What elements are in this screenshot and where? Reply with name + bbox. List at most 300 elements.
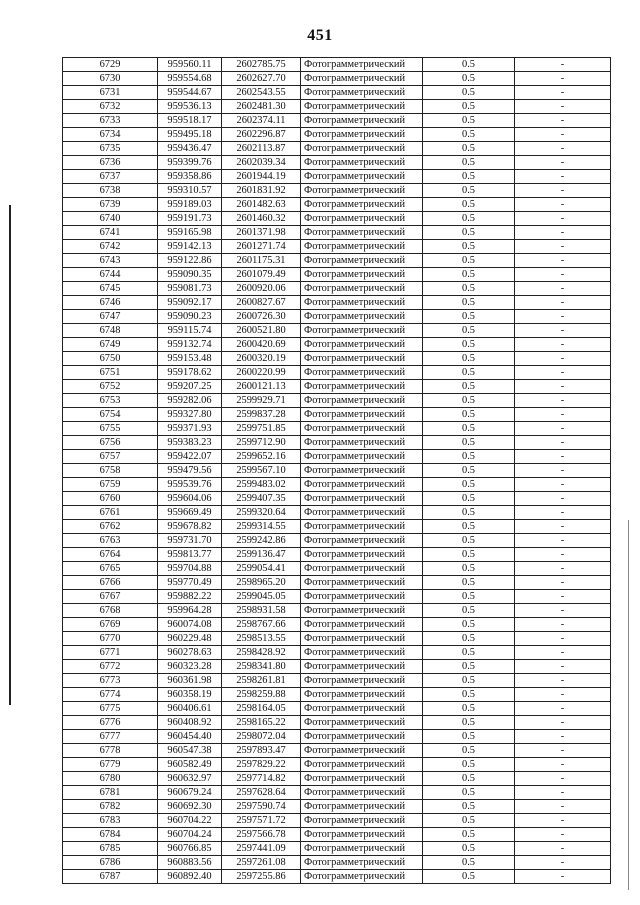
note-cell: - [515,394,611,408]
accuracy-cell: 0.5 [423,548,515,562]
accuracy-cell: 0.5 [423,576,515,590]
accuracy-cell: 0.5 [423,870,515,884]
table-row [63,142,611,156]
point-number-cell: 6773 [63,674,158,688]
point-number-cell: 6782 [63,800,158,814]
method-cell: Фотограмметрический [301,520,423,534]
point-number-cell: 6744 [63,268,158,282]
point-number-cell: 6768 [63,604,158,618]
y-coordinate-cell: 2598072.04 [222,730,301,744]
method-cell: Фотограмметрический [301,212,423,226]
table-row [63,408,611,422]
table-row [63,702,611,716]
note-cell: - [515,492,611,506]
note-cell: - [515,128,611,142]
x-coordinate-cell: 959436.47 [158,142,222,156]
table-row [63,184,611,198]
accuracy-cell: 0.5 [423,156,515,170]
point-number-cell: 6775 [63,702,158,716]
x-coordinate-cell: 959731.70 [158,534,222,548]
note-cell: - [515,366,611,380]
x-coordinate-cell: 959544.67 [158,86,222,100]
point-number-cell: 6780 [63,772,158,786]
y-coordinate-cell: 2598261.81 [222,674,301,688]
method-cell: Фотограмметрический [301,450,423,464]
table-row [63,240,611,254]
point-number-cell: 6769 [63,618,158,632]
point-number-cell: 6735 [63,142,158,156]
x-coordinate-cell: 959142.13 [158,240,222,254]
note-cell: - [515,576,611,590]
accuracy-cell: 0.5 [423,632,515,646]
note-cell: - [515,632,611,646]
note-cell: - [515,744,611,758]
method-cell: Фотограмметрический [301,338,423,352]
table-row [63,618,611,632]
y-coordinate-cell: 2600420.69 [222,338,301,352]
x-coordinate-cell: 959813.77 [158,548,222,562]
x-coordinate-cell: 959191.73 [158,212,222,226]
method-cell: Фотограмметрический [301,604,423,618]
method-cell: Фотограмметрический [301,492,423,506]
table-row [63,786,611,800]
point-number-cell: 6745 [63,282,158,296]
y-coordinate-cell: 2599045.05 [222,590,301,604]
point-number-cell: 6767 [63,590,158,604]
x-coordinate-cell: 959165.98 [158,226,222,240]
table-row [63,282,611,296]
method-cell: Фотограмметрический [301,184,423,198]
note-cell: - [515,58,611,72]
point-number-cell: 6738 [63,184,158,198]
method-cell: Фотограмметрический [301,688,423,702]
accuracy-cell: 0.5 [423,786,515,800]
note-cell: - [515,758,611,772]
method-cell: Фотограмметрический [301,730,423,744]
y-coordinate-cell: 2599483.02 [222,478,301,492]
x-coordinate-cell: 959604.06 [158,492,222,506]
accuracy-cell: 0.5 [423,660,515,674]
y-coordinate-cell: 2600827.67 [222,296,301,310]
x-coordinate-cell: 959770.49 [158,576,222,590]
point-number-cell: 6752 [63,380,158,394]
accuracy-cell: 0.5 [423,702,515,716]
y-coordinate-cell: 2600726.30 [222,310,301,324]
y-coordinate-cell: 2601944.19 [222,170,301,184]
note-cell: - [515,520,611,534]
y-coordinate-cell: 2600220.99 [222,366,301,380]
accuracy-cell: 0.5 [423,254,515,268]
table-row [63,380,611,394]
y-coordinate-cell: 2599929.71 [222,394,301,408]
y-coordinate-cell: 2598428.92 [222,646,301,660]
x-coordinate-cell: 959539.76 [158,478,222,492]
method-cell: Фотограмметрический [301,380,423,394]
x-coordinate-cell: 959358.86 [158,170,222,184]
x-coordinate-cell: 960408.92 [158,716,222,730]
x-coordinate-cell: 959310.57 [158,184,222,198]
coordinates-table [62,57,611,884]
point-number-cell: 6774 [63,688,158,702]
accuracy-cell: 0.5 [423,100,515,114]
note-cell: - [515,674,611,688]
table-row [63,646,611,660]
table-row [63,506,611,520]
x-coordinate-cell: 959704.88 [158,562,222,576]
y-coordinate-cell: 2601079.49 [222,268,301,282]
method-cell: Фотограмметрический [301,100,423,114]
point-number-cell: 6787 [63,870,158,884]
point-number-cell: 6746 [63,296,158,310]
point-number-cell: 6760 [63,492,158,506]
note-cell: - [515,786,611,800]
note-cell: - [515,184,611,198]
method-cell: Фотограмметрический [301,58,423,72]
method-cell: Фотограмметрический [301,436,423,450]
y-coordinate-cell: 2599054.41 [222,562,301,576]
point-number-cell: 6777 [63,730,158,744]
method-cell: Фотограмметрический [301,128,423,142]
method-cell: Фотограмметрический [301,576,423,590]
accuracy-cell: 0.5 [423,814,515,828]
table-row [63,86,611,100]
note-cell: - [515,156,611,170]
note-cell: - [515,338,611,352]
point-number-cell: 6737 [63,170,158,184]
x-coordinate-cell: 960582.49 [158,758,222,772]
note-cell: - [515,772,611,786]
y-coordinate-cell: 2602543.55 [222,86,301,100]
x-coordinate-cell: 959189.03 [158,198,222,212]
x-coordinate-cell: 959399.76 [158,156,222,170]
method-cell: Фотограмметрический [301,618,423,632]
x-coordinate-cell: 959964.28 [158,604,222,618]
point-number-cell: 6757 [63,450,158,464]
note-cell: - [515,310,611,324]
point-number-cell: 6750 [63,352,158,366]
accuracy-cell: 0.5 [423,338,515,352]
table-row [63,100,611,114]
x-coordinate-cell: 959090.35 [158,268,222,282]
y-coordinate-cell: 2600920.06 [222,282,301,296]
x-coordinate-cell: 960892.40 [158,870,222,884]
y-coordinate-cell: 2598259.88 [222,688,301,702]
accuracy-cell: 0.5 [423,86,515,100]
table-row [63,772,611,786]
method-cell: Фотограмметрический [301,296,423,310]
x-coordinate-cell: 959115.74 [158,324,222,338]
note-cell: - [515,618,611,632]
accuracy-cell: 0.5 [423,114,515,128]
point-number-cell: 6748 [63,324,158,338]
note-cell: - [515,450,611,464]
accuracy-cell: 0.5 [423,72,515,86]
y-coordinate-cell: 2599837.28 [222,408,301,422]
point-number-cell: 6776 [63,716,158,730]
point-number-cell: 6743 [63,254,158,268]
y-coordinate-cell: 2597261.08 [222,856,301,870]
accuracy-cell: 0.5 [423,604,515,618]
method-cell: Фотограмметрический [301,828,423,842]
method-cell: Фотограмметрический [301,674,423,688]
note-cell: - [515,100,611,114]
method-cell: Фотограмметрический [301,744,423,758]
accuracy-cell: 0.5 [423,422,515,436]
method-cell: Фотограмметрический [301,660,423,674]
accuracy-cell: 0.5 [423,800,515,814]
method-cell: Фотограмметрический [301,870,423,884]
table-row [63,394,611,408]
table-row [63,814,611,828]
note-cell: - [515,478,611,492]
table-row [63,352,611,366]
y-coordinate-cell: 2597255.86 [222,870,301,884]
y-coordinate-cell: 2599567.10 [222,464,301,478]
method-cell: Фотограмметрический [301,716,423,730]
accuracy-cell: 0.5 [423,506,515,520]
y-coordinate-cell: 2597893.47 [222,744,301,758]
accuracy-cell: 0.5 [423,674,515,688]
y-coordinate-cell: 2600521.80 [222,324,301,338]
point-number-cell: 6770 [63,632,158,646]
method-cell: Фотограмметрический [301,632,423,646]
table-row [63,534,611,548]
note-cell: - [515,240,611,254]
table-row [63,842,611,856]
method-cell: Фотограмметрический [301,772,423,786]
accuracy-cell: 0.5 [423,296,515,310]
method-cell: Фотограмметрический [301,142,423,156]
y-coordinate-cell: 2602296.87 [222,128,301,142]
table-row [63,688,611,702]
note-cell: - [515,282,611,296]
accuracy-cell: 0.5 [423,646,515,660]
x-coordinate-cell: 959678.82 [158,520,222,534]
point-number-cell: 6763 [63,534,158,548]
point-number-cell: 6753 [63,394,158,408]
x-coordinate-cell: 960692.30 [158,800,222,814]
point-number-cell: 6786 [63,856,158,870]
x-coordinate-cell: 960679.24 [158,786,222,800]
note-cell: - [515,436,611,450]
note-cell: - [515,72,611,86]
method-cell: Фотограмметрический [301,422,423,436]
accuracy-cell: 0.5 [423,618,515,632]
point-number-cell: 6765 [63,562,158,576]
y-coordinate-cell: 2598165.22 [222,716,301,730]
method-cell: Фотограмметрический [301,842,423,856]
y-coordinate-cell: 2601271.74 [222,240,301,254]
y-coordinate-cell: 2599751.85 [222,422,301,436]
accuracy-cell: 0.5 [423,128,515,142]
accuracy-cell: 0.5 [423,408,515,422]
method-cell: Фотограмметрический [301,72,423,86]
note-cell: - [515,660,611,674]
x-coordinate-cell: 959371.93 [158,422,222,436]
y-coordinate-cell: 2598341.80 [222,660,301,674]
method-cell: Фотограмметрический [301,352,423,366]
table-row [63,268,611,282]
method-cell: Фотограмметрический [301,702,423,716]
x-coordinate-cell: 959092.17 [158,296,222,310]
y-coordinate-cell: 2602785.75 [222,58,301,72]
point-number-cell: 6778 [63,744,158,758]
point-number-cell: 6772 [63,660,158,674]
x-coordinate-cell: 960704.24 [158,828,222,842]
table-row [63,674,611,688]
accuracy-cell: 0.5 [423,744,515,758]
x-coordinate-cell: 960632.97 [158,772,222,786]
accuracy-cell: 0.5 [423,366,515,380]
accuracy-cell: 0.5 [423,758,515,772]
point-number-cell: 6730 [63,72,158,86]
note-cell: - [515,380,611,394]
accuracy-cell: 0.5 [423,772,515,786]
accuracy-cell: 0.5 [423,562,515,576]
x-coordinate-cell: 959518.17 [158,114,222,128]
y-coordinate-cell: 2599652.16 [222,450,301,464]
table-row [63,212,611,226]
accuracy-cell: 0.5 [423,170,515,184]
note-cell: - [515,828,611,842]
accuracy-cell: 0.5 [423,464,515,478]
note-cell: - [515,198,611,212]
x-coordinate-cell: 960766.85 [158,842,222,856]
y-coordinate-cell: 2598164.05 [222,702,301,716]
accuracy-cell: 0.5 [423,590,515,604]
scan-edge-line [9,205,11,705]
x-coordinate-cell: 959081.73 [158,282,222,296]
table-row [63,310,611,324]
table-row [63,660,611,674]
accuracy-cell: 0.5 [423,58,515,72]
point-number-cell: 6736 [63,156,158,170]
accuracy-cell: 0.5 [423,380,515,394]
point-number-cell: 6783 [63,814,158,828]
y-coordinate-cell: 2598767.66 [222,618,301,632]
table-row [63,548,611,562]
table-row [63,716,611,730]
table-row [63,58,611,72]
y-coordinate-cell: 2598931.58 [222,604,301,618]
method-cell: Фотограмметрический [301,282,423,296]
accuracy-cell: 0.5 [423,226,515,240]
y-coordinate-cell: 2599136.47 [222,548,301,562]
table-row [63,296,611,310]
x-coordinate-cell: 959495.18 [158,128,222,142]
point-number-cell: 6754 [63,408,158,422]
x-coordinate-cell: 960074.08 [158,618,222,632]
table-row [63,478,611,492]
method-cell: Фотограмметрический [301,786,423,800]
table-row [63,128,611,142]
method-cell: Фотограмметрический [301,800,423,814]
x-coordinate-cell: 959560.11 [158,58,222,72]
point-number-cell: 6751 [63,366,158,380]
x-coordinate-cell: 959122.86 [158,254,222,268]
note-cell: - [515,324,611,338]
note-cell: - [515,534,611,548]
accuracy-cell: 0.5 [423,856,515,870]
point-number-cell: 6742 [63,240,158,254]
method-cell: Фотограмметрический [301,114,423,128]
note-cell: - [515,170,611,184]
table-row [63,492,611,506]
x-coordinate-cell: 959882.22 [158,590,222,604]
x-coordinate-cell: 960323.28 [158,660,222,674]
point-number-cell: 6764 [63,548,158,562]
point-number-cell: 6771 [63,646,158,660]
x-coordinate-cell: 960361.98 [158,674,222,688]
x-coordinate-cell: 959554.68 [158,72,222,86]
point-number-cell: 6756 [63,436,158,450]
method-cell: Фотограмметрический [301,506,423,520]
x-coordinate-cell: 959479.56 [158,464,222,478]
method-cell: Фотограмметрический [301,240,423,254]
y-coordinate-cell: 2599242.86 [222,534,301,548]
accuracy-cell: 0.5 [423,478,515,492]
method-cell: Фотограмметрический [301,562,423,576]
note-cell: - [515,296,611,310]
table-row [63,800,611,814]
y-coordinate-cell: 2601831.92 [222,184,301,198]
note-cell: - [515,716,611,730]
y-coordinate-cell: 2597829.22 [222,758,301,772]
accuracy-cell: 0.5 [423,716,515,730]
accuracy-cell: 0.5 [423,310,515,324]
y-coordinate-cell: 2600320.19 [222,352,301,366]
table-row [63,226,611,240]
accuracy-cell: 0.5 [423,492,515,506]
y-coordinate-cell: 2601175.31 [222,254,301,268]
accuracy-cell: 0.5 [423,534,515,548]
note-cell: - [515,114,611,128]
table-row [63,604,611,618]
note-cell: - [515,86,611,100]
point-number-cell: 6739 [63,198,158,212]
note-cell: - [515,730,611,744]
method-cell: Фотограмметрический [301,156,423,170]
method-cell: Фотограмметрический [301,856,423,870]
table-row [63,744,611,758]
table-row [63,730,611,744]
note-cell: - [515,856,611,870]
note-cell: - [515,604,611,618]
note-cell: - [515,800,611,814]
table-row [63,450,611,464]
y-coordinate-cell: 2597714.82 [222,772,301,786]
point-number-cell: 6731 [63,86,158,100]
method-cell: Фотограмметрический [301,254,423,268]
y-coordinate-cell: 2599407.35 [222,492,301,506]
point-number-cell: 6761 [63,506,158,520]
point-number-cell: 6758 [63,464,158,478]
point-number-cell: 6741 [63,226,158,240]
table-row [63,170,611,184]
y-coordinate-cell: 2601460.32 [222,212,301,226]
note-cell: - [515,814,611,828]
table-row [63,856,611,870]
table-row [63,590,611,604]
accuracy-cell: 0.5 [423,198,515,212]
note-cell: - [515,268,611,282]
note-cell: - [515,408,611,422]
method-cell: Фотограмметрический [301,198,423,212]
x-coordinate-cell: 960229.48 [158,632,222,646]
table-row [63,338,611,352]
table-row [63,632,611,646]
method-cell: Фотограмметрический [301,226,423,240]
